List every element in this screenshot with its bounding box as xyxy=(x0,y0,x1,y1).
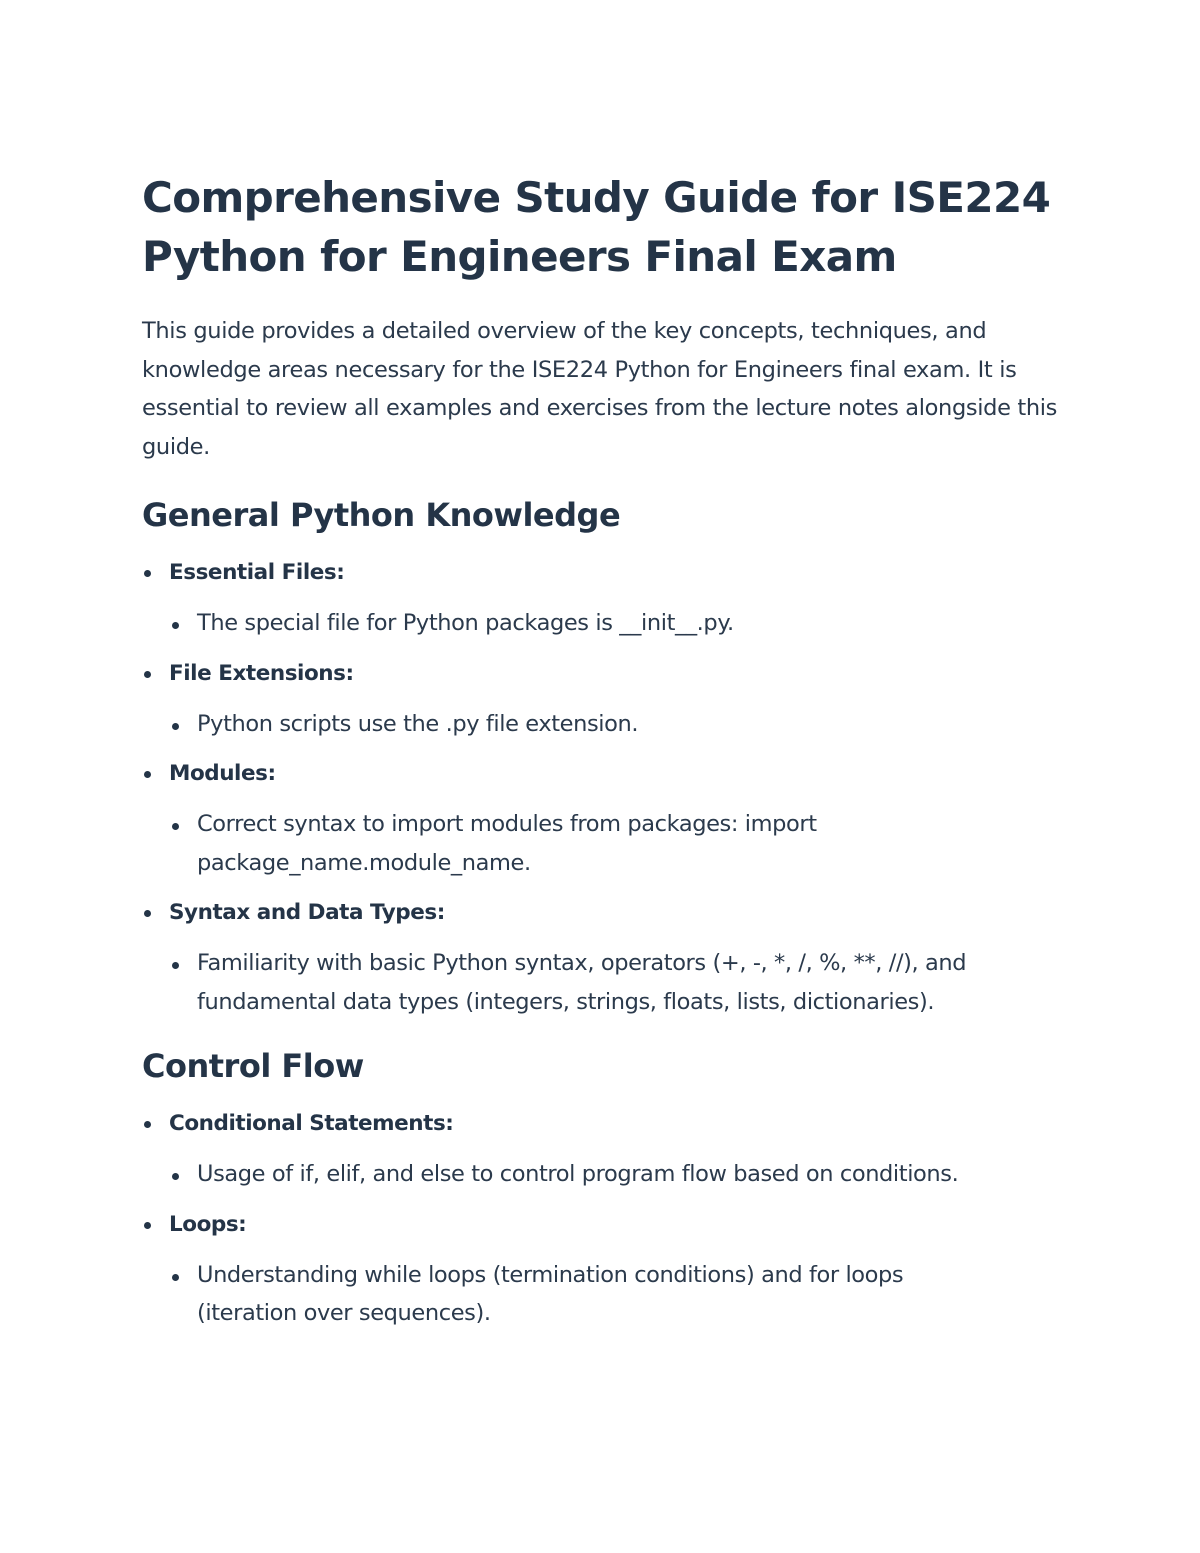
topic-label: Essential Files: xyxy=(169,560,345,585)
topic-list-general-python xyxy=(142,542,1072,1021)
topic-detail xyxy=(169,932,1072,1021)
bullet-icon xyxy=(144,1222,151,1229)
bullet-icon xyxy=(144,771,151,778)
section-heading-general-python: General Python Knowledge xyxy=(142,496,621,534)
bullet-icon xyxy=(172,823,179,830)
topic-details xyxy=(169,592,1072,643)
topic-list-control-flow xyxy=(142,1093,1072,1333)
topic-detail-text: Usage of if, elif, and else to control program flow based on conditions. xyxy=(197,1161,959,1187)
topic-label: Syntax and Data Types: xyxy=(169,900,445,925)
bullet-icon xyxy=(144,1121,151,1128)
bullet-icon xyxy=(144,671,151,678)
topic-label: Conditional Statements: xyxy=(169,1111,454,1136)
topic-syntax-data-types xyxy=(142,882,1072,1021)
topic-detail-text: The special file for Python packages is __init__.py. xyxy=(197,610,734,636)
topic-detail-text: Understanding while loops (termination conditions) and for loops (iteration over sequences). xyxy=(197,1261,904,1326)
topic-file-extensions xyxy=(142,643,1072,744)
bullet-icon xyxy=(172,1173,179,1180)
topic-essential-files xyxy=(142,542,1072,643)
topic-label: File Extensions: xyxy=(169,660,354,686)
topic-modules xyxy=(142,743,1072,882)
topic-details xyxy=(169,1143,1072,1194)
document-title-line-1: Comprehensive Study Guide for ISE224 xyxy=(142,173,1051,222)
document-page xyxy=(142,168,1072,1333)
bullet-icon xyxy=(172,723,179,730)
intro-paragraph: This guide provides a detailed overview of the key concepts, techniques, and knowledge areas necessary for the ISE224 Python for Engineers final exam. It is essential to review all examples and exercises from the lecture notes alongside this guide. xyxy=(142,318,1058,460)
bullet-icon xyxy=(144,570,151,577)
topic-details xyxy=(169,693,1072,744)
topic-details xyxy=(169,1244,1072,1333)
topic-detail xyxy=(169,592,1072,643)
topic-detail xyxy=(169,1244,1072,1333)
topic-details xyxy=(169,932,1072,1021)
topic-detail-text: Python scripts use the .py file extension. xyxy=(197,710,639,737)
document-title-line-2: Python for Engineers Final Exam xyxy=(142,232,897,281)
bullet-icon xyxy=(172,962,179,969)
section-heading-control-flow: Control Flow xyxy=(142,1047,364,1085)
topic-detail-text: Correct syntax to import modules from packages: import package_name.module_name. xyxy=(197,811,817,876)
topic-label: Loops: xyxy=(169,1211,247,1237)
document-title xyxy=(142,168,1072,286)
topic-detail xyxy=(169,1143,1072,1194)
bullet-icon xyxy=(172,622,179,629)
topic-detail-text: Familiarity with basic Python syntax, operators (+, -, *, /, %, **, //), and fundamental data types (integers, strings, floats, lists, dictionaries). xyxy=(197,950,967,1015)
topic-label: Modules: xyxy=(169,761,276,786)
bullet-icon xyxy=(172,1274,179,1281)
topic-detail xyxy=(169,793,1072,882)
topic-details xyxy=(169,793,1072,882)
topic-conditional-statements xyxy=(142,1093,1072,1194)
bullet-icon xyxy=(144,910,151,917)
topic-loops xyxy=(142,1194,1072,1333)
topic-detail xyxy=(169,693,1072,744)
